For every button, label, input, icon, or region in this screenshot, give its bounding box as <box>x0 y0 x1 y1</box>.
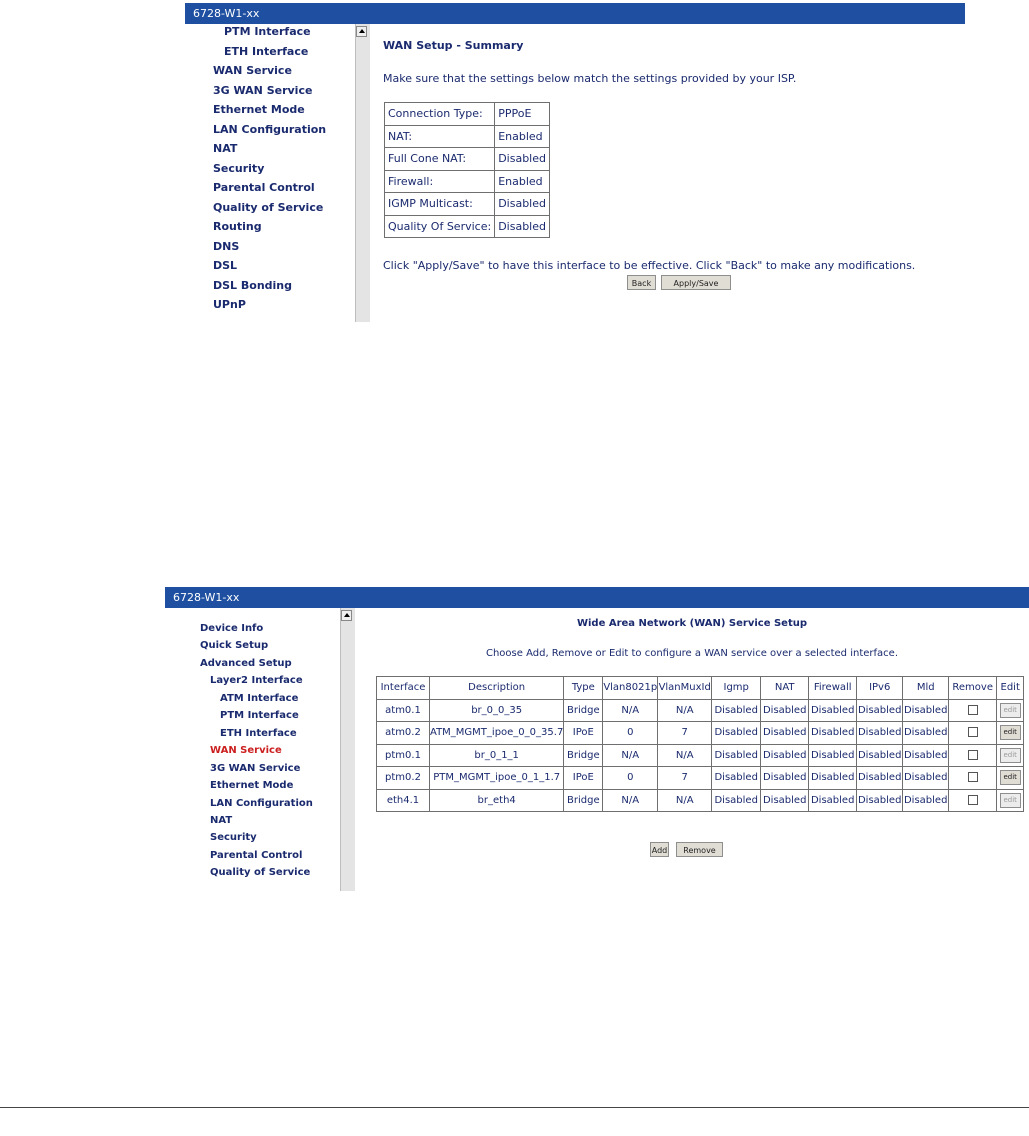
remove-cell <box>949 744 997 767</box>
remove-checkbox[interactable] <box>968 795 978 805</box>
sidebar-scrollbar[interactable] <box>340 608 355 891</box>
cell-type: Bridge <box>564 789 603 812</box>
cell-type: IPoE <box>564 722 603 745</box>
summary-row <box>385 170 550 193</box>
summary-value: PPPoE <box>495 103 550 126</box>
summary-row <box>385 148 550 171</box>
cell-igmp: Disabled <box>712 767 761 790</box>
back-button[interactable]: Back <box>627 275 656 290</box>
table-row <box>377 699 1024 722</box>
cell-mld: Disabled <box>903 744 949 767</box>
sidebar-item-dns[interactable]: DNS <box>213 239 240 253</box>
column-header-description: Description <box>430 677 564 700</box>
sidebar-item-ethernet-mode[interactable]: Ethernet Mode <box>210 780 294 792</box>
sidebar-nav <box>185 24 355 322</box>
cell-vlanmuxid: 7 <box>658 767 712 790</box>
sidebar-item-routing[interactable]: Routing <box>213 220 262 233</box>
sidebar-item-device-info[interactable]: Device Info <box>200 623 264 634</box>
sidebar-item-quick-setup[interactable]: Quick Setup <box>200 640 269 652</box>
column-header-interface: Interface <box>377 677 430 700</box>
sidebar-item-security[interactable]: Security <box>210 832 257 844</box>
cell-interface: atm0.1 <box>377 699 430 722</box>
column-header-firewall: Firewall <box>809 677 857 700</box>
cell-mld: Disabled <box>903 699 949 722</box>
cell-firewall: Disabled <box>809 722 857 745</box>
page-title: WAN Setup - Summary <box>383 39 524 52</box>
table-row <box>377 744 1024 767</box>
remove-checkbox[interactable] <box>968 727 978 737</box>
sidebar-item-lan-configuration[interactable]: LAN Configuration <box>213 122 327 136</box>
cell-vlanmuxid: 7 <box>658 722 712 745</box>
table-header-row <box>377 677 1024 700</box>
cell-vlan8021p: N/A <box>603 699 658 722</box>
summary-row <box>385 215 550 238</box>
sidebar-nav <box>165 608 340 891</box>
remove-cell <box>949 789 997 812</box>
cell-nat: Disabled <box>761 699 809 722</box>
cell-firewall: Disabled <box>809 744 857 767</box>
window-title-bar: 6728-W1-xx <box>185 3 965 24</box>
sidebar-item-ethernet-mode[interactable]: Ethernet Mode <box>213 103 305 116</box>
cell-firewall: Disabled <box>809 699 857 722</box>
cell-interface: ptm0.2 <box>377 767 430 790</box>
cell-interface: eth4.1 <box>377 789 430 812</box>
sidebar-item-eth-interface[interactable]: ETH Interface <box>220 727 297 739</box>
cell-ipv6: Disabled <box>857 767 903 790</box>
column-header-remove: Remove <box>949 677 997 700</box>
column-header-type: Type <box>564 677 603 700</box>
summary-label: NAT: <box>385 125 495 148</box>
edit-cell <box>997 767 1024 790</box>
cell-ipv6: Disabled <box>857 744 903 767</box>
sidebar-item-ptm-interface[interactable]: PTM Interface <box>220 710 299 722</box>
sidebar-scrollbar[interactable] <box>355 24 370 322</box>
edit-button[interactable]: edit <box>1000 725 1021 740</box>
summary-label: Connection Type: <box>385 103 495 126</box>
cell-nat: Disabled <box>761 789 809 812</box>
summary-value: Enabled <box>495 170 550 193</box>
table-row <box>377 789 1024 812</box>
cell-interface: ptm0.1 <box>377 744 430 767</box>
sidebar-item-dsl[interactable]: DSL <box>213 259 238 272</box>
summary-row <box>385 193 550 216</box>
summary-label: Firewall: <box>385 170 495 193</box>
summary-value: Disabled <box>495 193 550 216</box>
cell-mld: Disabled <box>903 722 949 745</box>
cell-description: PTM_MGMT_ipoe_0_1_1.7 <box>430 767 564 790</box>
cell-igmp: Disabled <box>712 744 761 767</box>
sidebar-item-wan-service[interactable]: WAN Service <box>210 745 282 757</box>
edit-cell <box>997 744 1024 767</box>
cell-type: IPoE <box>564 767 603 790</box>
sidebar-item-quality-of-service[interactable]: Quality of Service <box>213 200 324 214</box>
cell-igmp: Disabled <box>712 722 761 745</box>
cell-vlanmuxid: N/A <box>658 789 712 812</box>
sidebar-item-3g-wan-service[interactable]: 3G WAN Service <box>210 762 301 774</box>
wan-summary-screenshot <box>185 3 965 322</box>
cell-vlan8021p: 0 <box>603 722 658 745</box>
cell-vlanmuxid: N/A <box>658 699 712 722</box>
cell-firewall: Disabled <box>809 767 857 790</box>
sidebar-item-lan-configuration[interactable]: LAN Configuration <box>210 797 313 809</box>
edit-cell <box>997 722 1024 745</box>
cell-type: Bridge <box>564 744 603 767</box>
edit-cell <box>997 789 1024 812</box>
column-header-vlan8021p: Vlan8021p <box>603 677 658 700</box>
remove-button[interactable]: Remove <box>676 842 723 857</box>
cell-description: ATM_MGMT_ipoe_0_0_35.7 <box>430 722 564 745</box>
sidebar-item-advanced-setup[interactable]: Advanced Setup <box>200 657 292 669</box>
scroll-up-arrow-icon[interactable] <box>341 610 352 621</box>
summary-row <box>385 103 550 126</box>
sidebar-item-ptm-interface[interactable]: PTM Interface <box>224 25 311 38</box>
column-header-edit: Edit <box>997 677 1024 700</box>
table-row <box>377 722 1024 745</box>
apply-save-button[interactable]: Apply/Save <box>661 275 731 290</box>
summary-label: Quality Of Service: <box>385 215 495 238</box>
column-header-nat: NAT <box>761 677 809 700</box>
sidebar-item-eth-interface[interactable]: ETH Interface <box>224 44 309 58</box>
cell-firewall: Disabled <box>809 789 857 812</box>
cell-ipv6: Disabled <box>857 722 903 745</box>
cell-mld: Disabled <box>903 767 949 790</box>
sidebar-item-dsl-bonding[interactable]: DSL Bonding <box>213 278 293 292</box>
sidebar-item-wan-service[interactable]: WAN Service <box>213 64 292 77</box>
page-title: Wide Area Network (WAN) Service Setup <box>576 618 808 629</box>
scroll-up-arrow-icon[interactable] <box>356 26 367 37</box>
cell-nat: Disabled <box>761 767 809 790</box>
edit-button: edit <box>1000 703 1021 718</box>
summary-value: Disabled <box>495 215 550 238</box>
summary-value: Enabled <box>495 125 550 148</box>
summary-table <box>384 102 550 238</box>
sidebar-item-atm-interface[interactable]: ATM Interface <box>220 692 299 704</box>
remove-checkbox[interactable] <box>968 772 978 782</box>
sidebar-item-3g-wan-service[interactable]: 3G WAN Service <box>213 83 313 97</box>
sidebar-item-quality-of-service[interactable]: Quality of Service <box>210 867 311 879</box>
sidebar-item-parental-control[interactable]: Parental Control <box>213 181 315 194</box>
cell-vlanmuxid: N/A <box>658 744 712 767</box>
window-title-bar: 6728-W1-xx <box>165 587 1029 608</box>
edit-button: edit <box>1000 793 1021 808</box>
cell-type: Bridge <box>564 699 603 722</box>
remove-checkbox[interactable] <box>968 705 978 715</box>
remove-cell <box>949 722 997 745</box>
sidebar-item-parental-control[interactable]: Parental Control <box>210 849 303 861</box>
column-header-vlanmuxid: VlanMuxId <box>658 677 712 700</box>
cell-vlan8021p: N/A <box>603 744 658 767</box>
remove-cell <box>949 699 997 722</box>
table-row <box>377 767 1024 790</box>
main-content <box>355 608 1029 891</box>
cell-mld: Disabled <box>903 789 949 812</box>
cell-interface: atm0.2 <box>377 722 430 745</box>
wan-service-table <box>376 676 1024 812</box>
sidebar-item-upnp[interactable]: UPnP <box>213 298 246 311</box>
column-header-mld: Mld <box>903 677 949 700</box>
sidebar-item-security[interactable]: Security <box>213 161 265 175</box>
cell-vlan8021p: N/A <box>603 789 658 812</box>
sidebar-item-nat[interactable]: NAT <box>210 814 233 826</box>
cell-igmp: Disabled <box>712 789 761 812</box>
cell-ipv6: Disabled <box>857 789 903 812</box>
apply-note: Click "Apply/Save" to have this interface to be effective. Click "Back" to make any modifications. <box>383 259 916 272</box>
cell-description: br_eth4 <box>430 789 564 812</box>
summary-row <box>385 125 550 148</box>
cell-ipv6: Disabled <box>857 699 903 722</box>
summary-value: Disabled <box>495 148 550 171</box>
column-header-ipv6: IPv6 <box>857 677 903 700</box>
page-divider <box>0 1107 1029 1108</box>
cell-description: br_0_1_1 <box>430 744 564 767</box>
wan-service-screenshot <box>165 587 1029 891</box>
remove-cell <box>949 767 997 790</box>
instruction-text: Make sure that the settings below match the settings provided by your ISP. <box>383 72 797 85</box>
column-header-igmp: Igmp <box>712 677 761 700</box>
summary-label: Full Cone NAT: <box>385 148 495 171</box>
instruction-text: Choose Add, Remove or Edit to configure a WAN service over a selected interface. <box>485 648 898 659</box>
summary-label: IGMP Multicast: <box>385 193 495 216</box>
cell-vlan8021p: 0 <box>603 767 658 790</box>
edit-button[interactable]: edit <box>1000 770 1021 785</box>
cell-igmp: Disabled <box>712 699 761 722</box>
cell-nat: Disabled <box>761 744 809 767</box>
edit-button: edit <box>1000 748 1021 763</box>
cell-description: br_0_0_35 <box>430 699 564 722</box>
cell-nat: Disabled <box>761 722 809 745</box>
add-button[interactable]: Add <box>650 842 669 857</box>
main-content <box>371 24 965 322</box>
remove-checkbox[interactable] <box>968 750 978 760</box>
sidebar-item-nat[interactable]: NAT <box>213 142 238 155</box>
sidebar-item-layer2-interface[interactable]: Layer2 Interface <box>210 675 303 687</box>
edit-cell <box>997 699 1024 722</box>
